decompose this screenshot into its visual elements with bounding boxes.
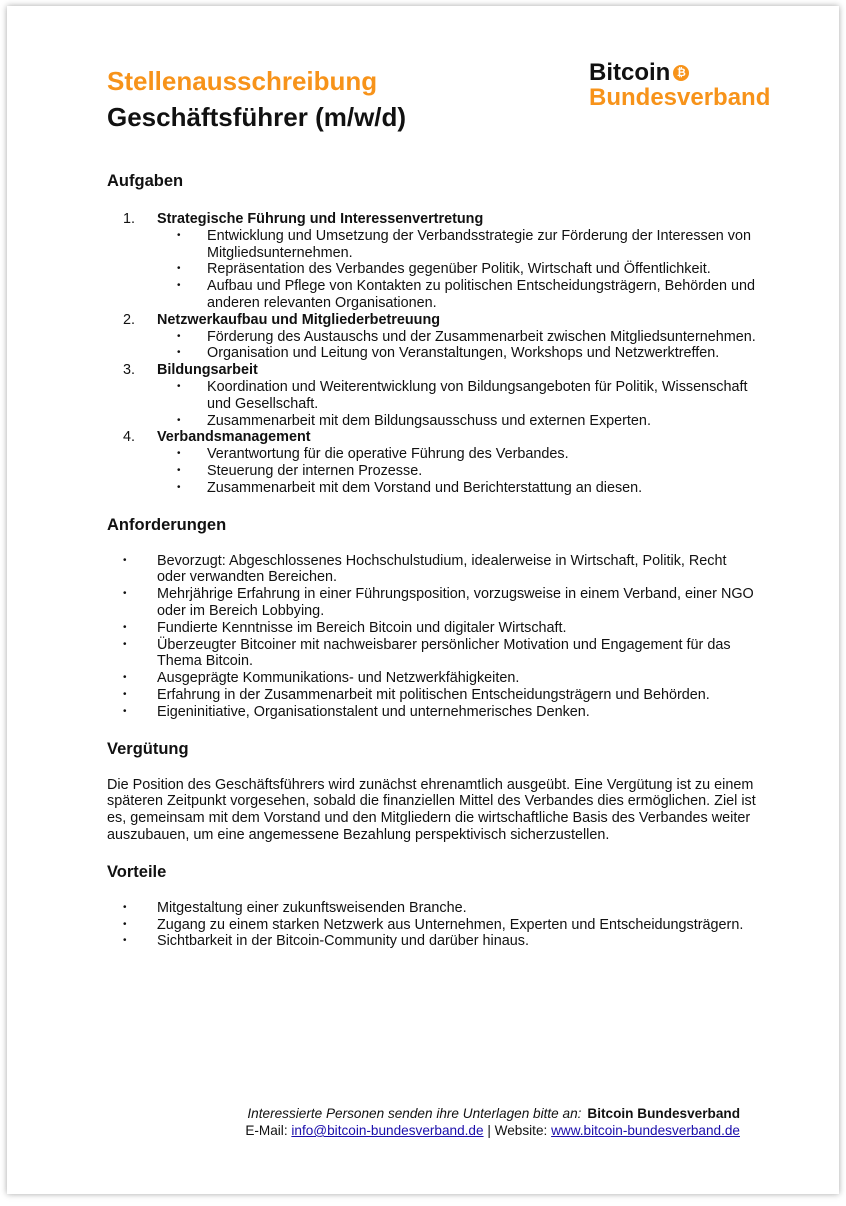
anforderungen-item	[107, 670, 757, 687]
aufgaben-sub-item-text: Zusammenarbeit mit dem Vorstand und Berichterstattung an diesen.	[207, 479, 643, 496]
aufgaben-item-title: Netzwerkaufbau und Mitgliederbetreuung	[157, 311, 441, 328]
aufgaben-item	[107, 362, 757, 429]
aufgaben-sub-item-text: Koordination und Weiterentwicklung von Bildungsangeboten für Politik, Wissenschaft und Gesellschaft.	[207, 378, 748, 412]
aufgaben-item	[107, 211, 757, 312]
bullet-glyph: •	[177, 481, 181, 493]
bullet-glyph: •	[177, 263, 181, 275]
bullet-glyph: •	[123, 554, 127, 566]
bullet-glyph: •	[123, 705, 127, 717]
aufgaben-sub-item	[157, 480, 757, 497]
aufgaben-sub-item	[157, 228, 757, 262]
aufgaben-sub-item-text: Aufbau und Pflege von Kontakten zu politischen Entscheidungsträgern, Behörden und anderen relevanten Organisationen.	[207, 278, 756, 311]
aufgaben-item	[107, 312, 757, 362]
aufgaben-sub-item-text: Steuerung der internen Prozesse.	[207, 462, 423, 479]
aufgaben-sub-item	[157, 278, 757, 312]
anforderungen-item	[107, 687, 757, 704]
aufgaben-sub-list	[157, 228, 757, 312]
footer-intro: Interessierte Personen senden ihre Unterlagen bitte an:	[247, 1106, 582, 1121]
document-title-position: Geschäftsführer (m/w/d)	[107, 102, 407, 132]
bullet-glyph: •	[123, 621, 127, 633]
vorteile-item-text: Zugang zu einem starken Netzwerk aus Unternehmen, Experten und Entscheidungsträgern.	[157, 916, 744, 933]
aufgaben-item-number: 2.	[123, 311, 136, 328]
aufgaben-sub-item-text: Repräsentation des Verbandes gegenüber Politik, Wirtschaft und Öffentlichkeit.	[207, 261, 711, 278]
email-link[interactable]: info@bitcoin-bundesverband.de	[291, 1123, 484, 1138]
vorteile-item	[107, 900, 757, 917]
website-link[interactable]: www.bitcoin-bundesverband.de	[551, 1123, 740, 1138]
aufgaben-item-title: Verbandsmanagement	[157, 429, 311, 446]
aufgaben-item-number: 4.	[123, 429, 136, 446]
bullet-glyph: •	[177, 414, 181, 426]
bullet-glyph: •	[123, 638, 127, 650]
bullet-glyph: •	[123, 588, 127, 600]
aufgaben-sub-item	[157, 345, 757, 362]
logo-text-bitcoin: Bitcoin	[589, 59, 671, 86]
anforderungen-list	[107, 553, 757, 721]
aufgaben-item-title: Strategische Führung und Interessenvertretung	[157, 211, 484, 227]
aufgaben-sub-item	[157, 329, 757, 346]
document-content	[107, 171, 757, 950]
bullet-glyph: •	[177, 347, 181, 359]
anforderungen-item-text: Ausgeprägte Kommunikations- und Netzwerkfähigkeiten.	[157, 670, 520, 687]
bullet-glyph: •	[123, 688, 127, 700]
bullet-glyph: •	[177, 464, 181, 476]
anforderungen-item	[107, 637, 757, 671]
aufgaben-sub-item	[157, 463, 757, 480]
verguetung-paragraph: Die Position des Geschäftsführers wird zunächst ehrenamtlich ausgeübt. Eine Vergütung ist zu einem späteren Zeitpunkt vorgesehen, sobald die finanziellen Mittel des Verbandes dies ermöglichen. Ziel ist es, gemeinsam mit dem Vorstand und den Mitgliedern die wirtschaftliche Basis des Verbandes weiter auszubauen, um eine angemessene Bezahlung perspektivisch sicherzustellen.	[107, 776, 756, 843]
anforderungen-item	[107, 704, 757, 721]
aufgaben-sub-list	[157, 446, 757, 496]
document-page	[7, 6, 839, 1194]
bullet-glyph: •	[177, 330, 181, 342]
vorteile-item-text: Mitgestaltung einer zukunftsweisenden Branche.	[157, 899, 467, 916]
bitcoin-icon: ₿	[673, 65, 689, 81]
anforderungen-item-text: Überzeugter Bitcoiner mit nachweisbarer persönlicher Motivation und Engagement für das Thema Bitcoin.	[157, 636, 731, 670]
vorteile-item	[107, 917, 757, 934]
aufgaben-sub-item	[157, 379, 757, 413]
section-heading-anforderungen: Anforderungen	[107, 515, 227, 534]
bullet-glyph: •	[123, 935, 127, 947]
aufgaben-list	[107, 211, 757, 497]
aufgaben-sub-list	[157, 329, 757, 363]
aufgaben-sub-item	[157, 413, 757, 430]
logo-text-bundesverband: Bundesverband	[589, 84, 771, 111]
anforderungen-item-text: Eigeninitiative, Organisationstalent und unternehmerisches Denken.	[157, 703, 590, 720]
aufgaben-sub-item-text: Zusammenarbeit mit dem Bildungsausschuss und externen Experten.	[207, 412, 651, 429]
anforderungen-item-text: Mehrjährige Erfahrung in einer Führungsposition, vorzugsweise in einem Verband, einer NGO oder im Bereich Lobbying.	[157, 586, 754, 619]
aufgaben-sub-item	[157, 446, 757, 463]
anforderungen-item	[107, 586, 757, 620]
aufgaben-sub-list	[157, 379, 757, 429]
bullet-glyph: •	[177, 380, 181, 392]
bullet-glyph: •	[177, 280, 181, 292]
bitcoin-bundesverband-logo	[589, 61, 770, 110]
anforderungen-item-text: Fundierte Kenntnisse im Bereich Bitcoin und digitaler Wirtschaft.	[157, 619, 567, 636]
section-heading-aufgaben: Aufgaben	[107, 172, 184, 190]
aufgaben-item	[107, 429, 757, 496]
footer-organisation: Bitcoin Bundesverband	[587, 1106, 740, 1121]
anforderungen-item-text: Erfahrung in der Zusammenarbeit mit politischen Entscheidungsträgern und Behörden.	[157, 686, 710, 703]
aufgaben-sub-item-text: Förderung des Austauschs und der Zusammenarbeit zwischen Mitgliedsunternehmen.	[207, 328, 756, 345]
bullet-glyph: •	[177, 229, 181, 241]
email-label: E-Mail:	[245, 1123, 288, 1138]
footer-separator: |	[487, 1123, 491, 1138]
bullet-glyph: •	[177, 448, 181, 460]
contact-footer	[107, 1105, 740, 1139]
vorteile-list	[107, 900, 757, 950]
section-heading-vorteile: Vorteile	[107, 862, 167, 881]
aufgaben-sub-item-text: Entwicklung und Umsetzung der Verbandsstrategie zur Förderung der Interessen von Mitgliedsunternehmen.	[207, 227, 751, 261]
anforderungen-item	[107, 553, 757, 587]
bullet-glyph: •	[123, 918, 127, 930]
aufgaben-sub-item-text: Organisation und Leitung von Veranstaltungen, Workshops und Netzwerktreffen.	[207, 345, 720, 362]
aufgaben-item-title: Bildungsarbeit	[157, 362, 258, 379]
aufgaben-item-number: 1.	[123, 211, 136, 227]
aufgaben-sub-item-text: Verantwortung für die operative Führung des Verbandes.	[207, 446, 569, 463]
document-title-label: Stellenausschreibung	[107, 66, 378, 96]
vorteile-item-text: Sichtbarkeit in der Bitcoin-Community und darüber hinaus.	[157, 933, 529, 950]
bullet-glyph: •	[123, 672, 127, 684]
anforderungen-item-text: Bevorzugt: Abgeschlossenes Hochschulstudium, idealerweise in Wirtschaft, Politik, Recht oder verwandten Bereichen.	[157, 552, 727, 586]
anforderungen-item	[107, 620, 757, 637]
website-label: Website:	[494, 1123, 548, 1138]
aufgaben-item-number: 3.	[123, 362, 136, 379]
section-heading-verguetung: Vergütung	[107, 739, 189, 758]
aufgaben-sub-item	[157, 261, 757, 278]
vorteile-item	[107, 933, 757, 950]
bullet-glyph: •	[123, 901, 127, 913]
